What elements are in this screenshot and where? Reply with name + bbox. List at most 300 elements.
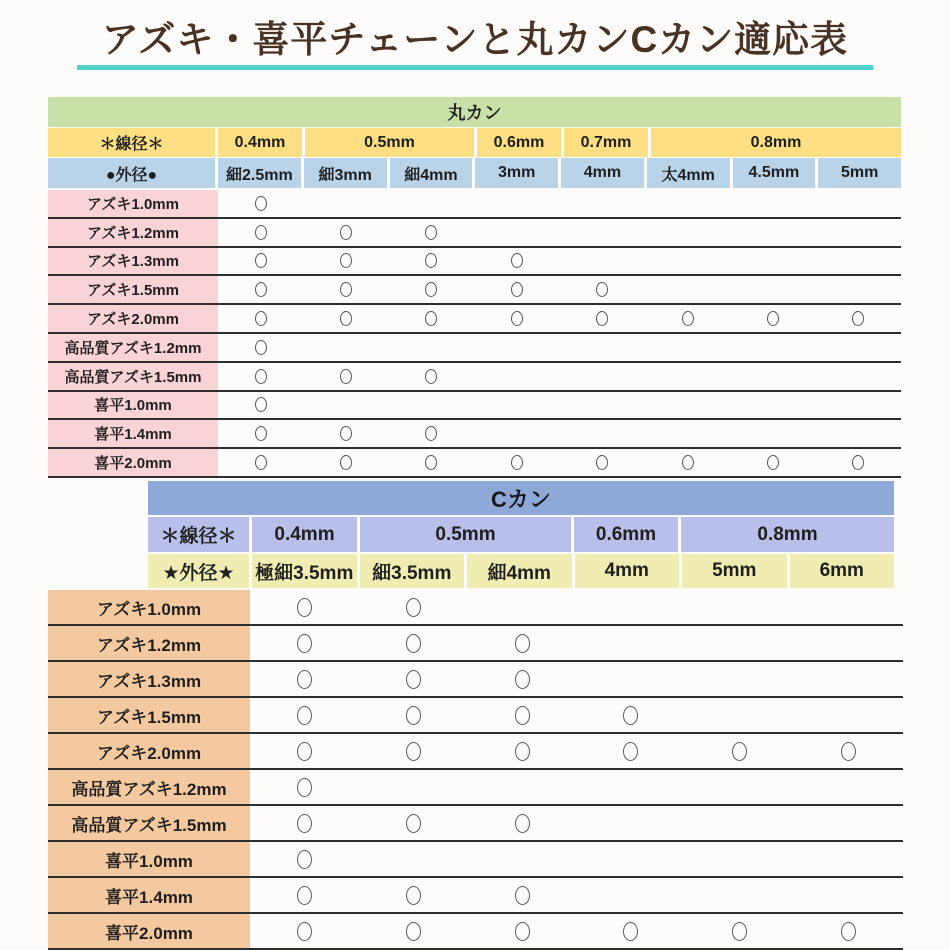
compat-mark-cell: [303, 363, 388, 390]
empty-cell: [816, 219, 901, 246]
outer-size-cell: 6mm: [790, 554, 895, 588]
marks-cells: [250, 626, 903, 660]
ckan-table-body: [48, 590, 903, 950]
empty-cell: [645, 392, 730, 419]
circle-mark: [511, 253, 523, 268]
table-row: [48, 914, 903, 950]
marks-cells: [218, 334, 901, 361]
circle-mark: [515, 886, 530, 905]
circle-mark: [425, 253, 437, 268]
empty-cell: [468, 842, 577, 876]
compat-mark-cell: [218, 276, 303, 303]
compat-mark-cell: [218, 392, 303, 419]
row-label: 高品質アズキ1.2mm: [48, 770, 250, 804]
empty-cell: [560, 392, 645, 419]
empty-cell: [389, 392, 474, 419]
empty-cell: [794, 806, 903, 840]
table-row: [48, 806, 903, 842]
circle-mark: [623, 706, 638, 725]
empty-cell: [645, 219, 730, 246]
empty-cell: [645, 190, 730, 217]
row-label: アズキ1.3mm: [48, 662, 250, 696]
wire-diameter-label: ＊線径＊: [48, 128, 215, 157]
outer-size-cell: 細4mm: [467, 554, 572, 588]
row-label: 喜平1.4mm: [48, 420, 218, 447]
wire-size-cell: 0.4mm: [252, 517, 357, 552]
compat-mark-cell: [474, 276, 559, 303]
circle-mark: [515, 706, 530, 725]
empty-cell: [730, 420, 815, 447]
empty-cell: [560, 334, 645, 361]
circle-mark: [255, 225, 267, 240]
outer-diameter-label: ●外径●: [48, 158, 215, 188]
circle-mark: [255, 340, 267, 355]
row-label: 喜平2.0mm: [48, 914, 250, 948]
circle-mark: [596, 282, 608, 297]
outer-size-cell: 3mm: [475, 158, 558, 188]
circle-mark: [297, 598, 312, 617]
circle-mark: [596, 455, 608, 470]
circle-mark: [340, 311, 352, 326]
compat-mark-cell: [576, 734, 685, 768]
outer-size-cell: 5mm: [818, 158, 901, 188]
compat-mark-cell: [250, 806, 359, 840]
circle-mark: [841, 922, 856, 941]
row-label: 高品質アズキ1.5mm: [48, 806, 250, 840]
wire-size-cell: 0.6mm: [574, 517, 678, 552]
row-label: アズキ2.0mm: [48, 305, 218, 332]
compat-mark-cell: [250, 590, 359, 624]
wire-size-cell: 0.5mm: [360, 517, 571, 552]
table-row: [48, 590, 903, 626]
marks-cells: [250, 842, 903, 876]
table-row: [48, 734, 903, 770]
compat-mark-cell: [303, 248, 388, 275]
outer-size-cell: 太4mm: [647, 158, 730, 188]
marukan-wire-diameter-row: [48, 128, 901, 157]
marks-cells: [218, 219, 901, 246]
empty-cell: [576, 842, 685, 876]
compat-mark-cell: [218, 248, 303, 275]
empty-cell: [816, 363, 901, 390]
empty-cell: [730, 363, 815, 390]
compat-mark-cell: [794, 734, 903, 768]
marks-cells: [218, 392, 901, 419]
empty-cell: [560, 420, 645, 447]
empty-cell: [576, 590, 685, 624]
empty-cell: [645, 363, 730, 390]
circle-mark: [511, 282, 523, 297]
circle-mark: [841, 742, 856, 761]
table-row: [48, 219, 901, 248]
compat-mark-cell: [303, 219, 388, 246]
compat-mark-cell: [389, 248, 474, 275]
page-title: アズキ・喜平チェーンと丸カンCカン適応表: [101, 19, 849, 60]
compat-mark-cell: [359, 914, 468, 948]
circle-mark: [425, 455, 437, 470]
circle-mark: [255, 311, 267, 326]
table-row: [48, 248, 901, 277]
compat-mark-cell: [303, 449, 388, 476]
empty-cell: [645, 276, 730, 303]
row-label: 喜平1.0mm: [48, 392, 218, 419]
empty-cell: [794, 662, 903, 696]
circle-mark: [297, 670, 312, 689]
ckan-table-title: Cカン: [148, 481, 894, 515]
row-label: アズキ1.5mm: [48, 698, 250, 732]
empty-cell: [685, 626, 794, 660]
empty-cell: [685, 806, 794, 840]
outer-size-cell: 細3.5mm: [360, 554, 465, 588]
circle-mark: [425, 225, 437, 240]
circle-mark: [297, 850, 312, 869]
circle-mark: [515, 670, 530, 689]
wire-size-cell: 0.6mm: [477, 128, 561, 157]
compat-mark-cell: [218, 363, 303, 390]
empty-cell: [303, 190, 388, 217]
empty-cell: [645, 334, 730, 361]
circle-mark: [297, 814, 312, 833]
compat-mark-cell: [250, 662, 359, 696]
compat-mark-cell: [389, 276, 474, 303]
empty-cell: [730, 334, 815, 361]
compat-mark-cell: [303, 420, 388, 447]
compat-mark-cell: [560, 276, 645, 303]
marks-cells: [250, 806, 903, 840]
empty-cell: [576, 806, 685, 840]
outer-diameter-label: ★外径★: [148, 554, 249, 588]
circle-mark: [511, 455, 523, 470]
compat-mark-cell: [560, 449, 645, 476]
compat-mark-cell: [359, 662, 468, 696]
marukan-table: [48, 97, 901, 478]
table-row: [48, 878, 903, 914]
empty-cell: [794, 626, 903, 660]
row-label: 高品質アズキ1.5mm: [48, 363, 218, 390]
circle-mark: [255, 455, 267, 470]
marks-cells: [250, 770, 903, 804]
compat-mark-cell: [250, 626, 359, 660]
circle-mark: [255, 253, 267, 268]
empty-cell: [794, 842, 903, 876]
marks-cells: [218, 305, 901, 332]
circle-mark: [340, 369, 352, 384]
circle-mark: [511, 311, 523, 326]
empty-cell: [474, 363, 559, 390]
outer-size-cell: 細3mm: [304, 158, 387, 188]
marukan-outer-diameter-row: [48, 158, 901, 188]
circle-mark: [255, 397, 267, 412]
outer-size-cell: 細4mm: [390, 158, 473, 188]
empty-cell: [474, 392, 559, 419]
circle-mark: [340, 253, 352, 268]
compat-mark-cell: [685, 734, 794, 768]
table-row: [48, 190, 901, 219]
empty-cell: [730, 190, 815, 217]
compat-mark-cell: [303, 305, 388, 332]
empty-cell: [794, 590, 903, 624]
row-label: アズキ2.0mm: [48, 734, 250, 768]
ckan-table-header: [148, 481, 894, 588]
table-row: [48, 420, 901, 449]
compat-mark-cell: [218, 219, 303, 246]
circle-mark: [852, 455, 864, 470]
empty-cell: [816, 392, 901, 419]
empty-cell: [816, 276, 901, 303]
empty-cell: [685, 590, 794, 624]
empty-cell: [303, 334, 388, 361]
compat-mark-cell: [218, 305, 303, 332]
wire-size-cell: 0.7mm: [564, 128, 648, 157]
circle-mark: [255, 282, 267, 297]
circle-mark: [515, 814, 530, 833]
circle-mark: [406, 814, 421, 833]
marks-cells: [250, 878, 903, 912]
circle-mark: [515, 922, 530, 941]
empty-cell: [389, 190, 474, 217]
compat-mark-cell: [218, 420, 303, 447]
outer-size-cell: 4mm: [561, 158, 644, 188]
marukan-table-body: [48, 190, 901, 478]
compat-mark-cell: [816, 449, 901, 476]
circle-mark: [255, 369, 267, 384]
empty-cell: [560, 363, 645, 390]
empty-cell: [816, 190, 901, 217]
compat-mark-cell: [389, 420, 474, 447]
outer-size-cell: 極細3.5mm: [252, 554, 357, 588]
circle-mark: [732, 922, 747, 941]
marks-cells: [218, 276, 901, 303]
table-row: [48, 662, 903, 698]
compat-mark-cell: [816, 305, 901, 332]
ckan-wire-diameter-row: [148, 517, 894, 552]
empty-cell: [468, 770, 577, 804]
row-label: アズキ1.0mm: [48, 190, 218, 217]
circle-mark: [767, 455, 779, 470]
compat-mark-cell: [468, 878, 577, 912]
circle-mark: [515, 634, 530, 653]
compat-mark-cell: [576, 914, 685, 948]
empty-cell: [359, 842, 468, 876]
outer-size-cell: 細2.5mm: [218, 158, 301, 188]
empty-cell: [303, 392, 388, 419]
table-row: [48, 842, 903, 878]
empty-cell: [730, 219, 815, 246]
table-row: [48, 449, 901, 478]
page-title-wrap: [0, 0, 950, 70]
compat-mark-cell: [468, 806, 577, 840]
compat-mark-cell: [468, 914, 577, 948]
empty-cell: [474, 190, 559, 217]
empty-cell: [730, 276, 815, 303]
compat-mark-cell: [389, 219, 474, 246]
compat-mark-cell: [468, 626, 577, 660]
empty-cell: [685, 878, 794, 912]
empty-cell: [794, 878, 903, 912]
compat-mark-cell: [645, 305, 730, 332]
outer-size-cell: 4mm: [575, 554, 680, 588]
circle-mark: [682, 455, 694, 470]
row-label: 喜平1.0mm: [48, 842, 250, 876]
circle-mark: [425, 282, 437, 297]
compat-mark-cell: [389, 305, 474, 332]
outer-size-cell: 5mm: [682, 554, 787, 588]
compat-mark-cell: [468, 698, 577, 732]
compat-mark-cell: [359, 806, 468, 840]
table-row: [48, 698, 903, 734]
marukan-table-title: 丸カン: [48, 97, 901, 127]
compat-mark-cell: [685, 914, 794, 948]
empty-cell: [685, 842, 794, 876]
marks-cells: [250, 734, 903, 768]
circle-mark: [732, 742, 747, 761]
empty-cell: [468, 590, 577, 624]
circle-mark: [255, 426, 267, 441]
compat-mark-cell: [560, 305, 645, 332]
compat-mark-cell: [474, 449, 559, 476]
circle-mark: [297, 778, 312, 797]
empty-cell: [474, 219, 559, 246]
empty-cell: [794, 698, 903, 732]
circle-mark: [406, 886, 421, 905]
circle-mark: [340, 282, 352, 297]
wire-size-cell: 0.5mm: [305, 128, 474, 157]
table-row: [48, 392, 901, 421]
wire-size-cell: 0.8mm: [651, 128, 901, 157]
empty-cell: [560, 248, 645, 275]
compat-mark-cell: [389, 449, 474, 476]
row-label: アズキ1.2mm: [48, 219, 218, 246]
circle-mark: [406, 670, 421, 689]
wire-size-cell: 0.4mm: [218, 128, 302, 157]
compat-mark-cell: [468, 662, 577, 696]
compat-mark-cell: [303, 276, 388, 303]
compat-mark-cell: [730, 449, 815, 476]
compat-mark-cell: [250, 698, 359, 732]
title-underline: [77, 65, 873, 70]
marks-cells: [218, 248, 901, 275]
compat-mark-cell: [389, 363, 474, 390]
compat-mark-cell: [250, 734, 359, 768]
wire-size-cell: 0.8mm: [681, 517, 894, 552]
circle-mark: [515, 742, 530, 761]
marks-cells: [250, 590, 903, 624]
compat-mark-cell: [359, 626, 468, 660]
row-label: 喜平2.0mm: [48, 449, 218, 476]
circle-mark: [852, 311, 864, 326]
circle-mark: [297, 634, 312, 653]
compat-mark-cell: [218, 190, 303, 217]
circle-mark: [340, 455, 352, 470]
empty-cell: [730, 248, 815, 275]
wire-diameter-label: ＊線径＊: [148, 517, 249, 552]
circle-mark: [406, 742, 421, 761]
circle-mark: [406, 922, 421, 941]
compat-mark-cell: [359, 734, 468, 768]
row-label: 喜平1.4mm: [48, 878, 250, 912]
empty-cell: [576, 626, 685, 660]
empty-cell: [359, 770, 468, 804]
empty-cell: [474, 420, 559, 447]
compat-mark-cell: [250, 914, 359, 948]
marks-cells: [218, 449, 901, 476]
row-label: アズキ1.0mm: [48, 590, 250, 624]
row-label: アズキ1.5mm: [48, 276, 218, 303]
empty-cell: [389, 334, 474, 361]
empty-cell: [730, 392, 815, 419]
empty-cell: [645, 420, 730, 447]
compat-mark-cell: [468, 734, 577, 768]
row-label: アズキ1.3mm: [48, 248, 218, 275]
circle-mark: [406, 634, 421, 653]
compat-mark-cell: [576, 698, 685, 732]
compat-mark-cell: [250, 878, 359, 912]
circle-mark: [255, 196, 267, 211]
compat-mark-cell: [359, 698, 468, 732]
compat-mark-cell: [218, 449, 303, 476]
compat-mark-cell: [218, 334, 303, 361]
compat-mark-cell: [474, 248, 559, 275]
circle-mark: [406, 598, 421, 617]
empty-cell: [816, 248, 901, 275]
compat-mark-cell: [474, 305, 559, 332]
empty-cell: [794, 770, 903, 804]
circle-mark: [682, 311, 694, 326]
row-label: アズキ1.2mm: [48, 626, 250, 660]
ckan-outer-diameter-row: [148, 554, 894, 588]
empty-cell: [576, 662, 685, 696]
empty-cell: [816, 334, 901, 361]
table-row: [48, 334, 901, 363]
circle-mark: [297, 706, 312, 725]
outer-size-cell: 4.5mm: [733, 158, 816, 188]
circle-mark: [425, 369, 437, 384]
circle-mark: [425, 426, 437, 441]
circle-mark: [297, 922, 312, 941]
empty-cell: [685, 662, 794, 696]
compat-mark-cell: [730, 305, 815, 332]
marks-cells: [250, 662, 903, 696]
marks-cells: [250, 914, 903, 948]
compat-mark-cell: [359, 878, 468, 912]
empty-cell: [685, 698, 794, 732]
marks-cells: [218, 190, 901, 217]
compat-mark-cell: [645, 449, 730, 476]
table-row: [48, 305, 901, 334]
circle-mark: [406, 706, 421, 725]
compat-mark-cell: [359, 590, 468, 624]
row-label: 高品質アズキ1.2mm: [48, 334, 218, 361]
table-row: [48, 276, 901, 305]
empty-cell: [576, 770, 685, 804]
circle-mark: [297, 742, 312, 761]
table-row: [48, 363, 901, 392]
marks-cells: [218, 420, 901, 447]
circle-mark: [767, 311, 779, 326]
marks-cells: [218, 363, 901, 390]
circle-mark: [623, 922, 638, 941]
circle-mark: [340, 426, 352, 441]
empty-cell: [560, 190, 645, 217]
table-row: [48, 770, 903, 806]
empty-cell: [576, 878, 685, 912]
compat-mark-cell: [794, 914, 903, 948]
empty-cell: [645, 248, 730, 275]
empty-cell: [560, 219, 645, 246]
circle-mark: [340, 225, 352, 240]
empty-cell: [816, 420, 901, 447]
circle-mark: [596, 311, 608, 326]
